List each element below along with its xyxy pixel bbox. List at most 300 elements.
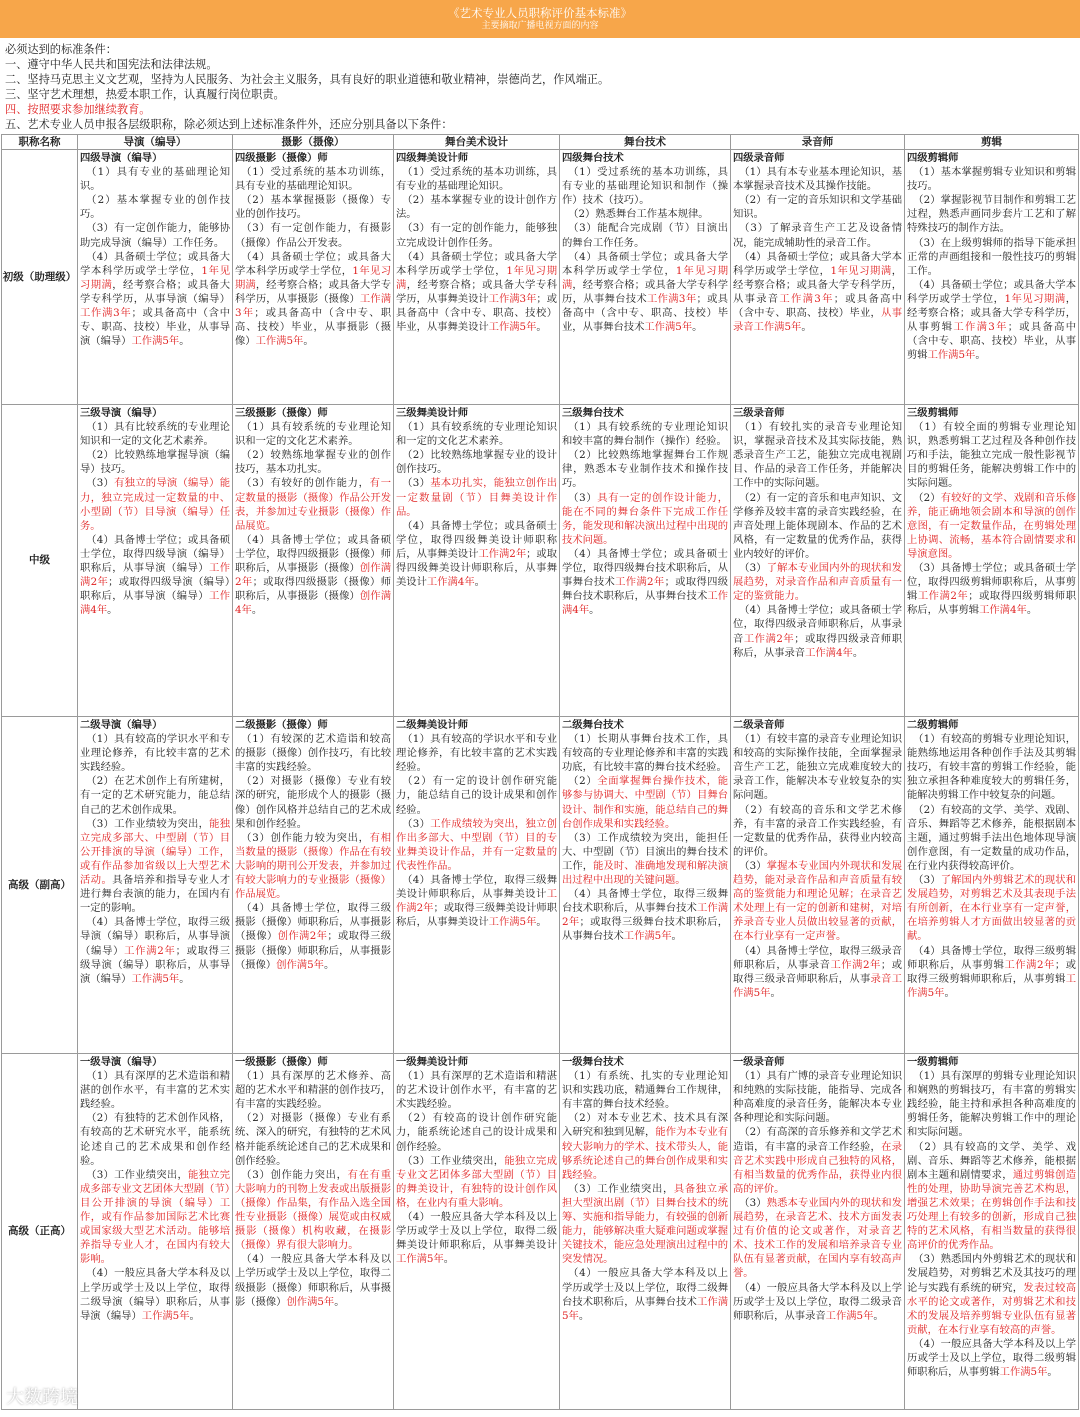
cell-paragraph (733, 859, 902, 944)
highlight-text: 全面掌握舞台操作技术，能够参与协调大、中型剧（节）目舞台设计、制作和实施，能总结自己的舞台创作成果和实践经验。 (562, 775, 729, 830)
highlight-text: 工作成绩较为突出，独立创作出多部大、中型剧（节）目的专业舞美设计作品，并有一定数量的代表性作品。 (396, 817, 557, 872)
cell-text: （4）具备博士学位，取得三级剪辑师职称后，从事剪辑 (907, 944, 1076, 971)
cell-paragraph (562, 1266, 728, 1322)
cell-paragraph (235, 1111, 391, 1167)
highlight-text: 熟悉本专业国内外的现状和发展趋势，在录音艺术、技术方面发表过有价值的论文或著作，对录音艺术、技术工作的发展和培养录音专业队伍有显著贡献，在国内享有较高声誉。 (733, 1196, 902, 1280)
cell-text: 。 (474, 576, 485, 589)
cell-paragraph (80, 915, 230, 985)
cell-paragraph (562, 250, 728, 335)
cell-text: （1）具有深厚的艺术造诣和精湛的艺术设计创作水平，有丰富的艺术实践经验。 (396, 1070, 557, 1111)
cell-text: 。 (179, 972, 190, 985)
cell-text: （1）受过系统的基本功训练，具有专业的基础理论知识。 (396, 166, 557, 193)
table-cell (905, 717, 1079, 1054)
cell-paragraph (733, 603, 902, 659)
cell-paragraph (733, 250, 902, 335)
highlight-text: 工作满2年 (830, 958, 881, 971)
table-cell (78, 405, 233, 717)
cell-paragraph (80, 817, 230, 916)
cell-text: （3）创作能力较为突出， (241, 831, 370, 844)
highlight-text: 工作满3年 (488, 292, 537, 305)
cell-text: （1）具有深厚的剪辑专业理论知识和娴熟的剪辑技巧，有丰富的剪辑实践经验，能主持和承担各种高难度的剪辑任务，能解决剪辑工作中的理论和实际问题。 (907, 1070, 1076, 1139)
highlight-text: 有独立的导演（编导）能力，独立完成过一定数量的中、小型剧（节）目导演（编导）任务。 (80, 477, 230, 532)
cell-text: ；或取得四级舞美设计师职称后，从事舞美设计 (396, 547, 558, 589)
highlight-text: 创作满2年 (277, 930, 328, 943)
cell-title: 一级舞美设计师 (396, 1056, 469, 1068)
cell-title: 四级剪辑师 (907, 152, 959, 164)
cell-text: （2）基本掌握专业的创作技巧。 (80, 194, 230, 221)
cell-paragraph (235, 1252, 391, 1308)
highlight-text: 基本功扎实，能独立创作出一定数量剧（节）目舞美设计作品。 (396, 477, 557, 518)
column-header: 舞台美术设计 (394, 135, 560, 150)
table-cell (905, 405, 1079, 717)
cell-text: ；或取得三级导演（编导）职称后，从事导演（编导） (80, 944, 231, 985)
cell-text: 。 (1026, 604, 1038, 617)
cell-text: （3）创作能力突出， (241, 1168, 348, 1181)
cell-text: （1）具有较系统的专业理论知识和一定的文化艺术素养。 (396, 421, 557, 448)
cell-title: 二级剪辑师 (907, 719, 959, 731)
cell-text: （3） (739, 562, 767, 575)
cell-text: 。 (589, 604, 600, 617)
cell-paragraph (733, 732, 902, 802)
cell-text: （1）具有较系统的专业理论知识和一定的文化艺术素养。 (235, 421, 391, 448)
highlight-text: 工作满3年 (80, 307, 132, 320)
cell-text: ；或具备高中（含中专、职高、技校）毕业，从事导演（编导） (80, 307, 231, 348)
cell-paragraph (733, 491, 902, 561)
column-header: 摄影（摄像） (233, 135, 394, 150)
highlight-text: 工作满5年 (488, 916, 537, 929)
cell-text: （1）长期从事舞台技术工作，具有较高的专业理论修养和丰富的实践功底，有比较丰富的舞台技术经验。 (562, 733, 728, 774)
cell-paragraph (907, 1069, 1076, 1139)
highlight-text: 工作满5年 (927, 349, 976, 362)
cell-paragraph (396, 873, 557, 929)
highlight-text: 创作满4年 (235, 590, 392, 617)
cell-text: （2）比较熟练地掌握专业的设计创作技巧。 (396, 449, 557, 476)
cell-text: （4）具备博士学位，取得三级舞台技术职称后，从事舞台技术 (562, 888, 728, 915)
cell-title: 二级舞台技术 (562, 719, 624, 731)
cell-text: （1）具有较系统的专业理论知识和较丰富的舞台制作（操作）经验。 (562, 421, 728, 448)
cell-paragraph (733, 420, 902, 490)
cell-text: ；或取得四级导演（编导）职称后，从事导演（编导） (80, 576, 230, 603)
cell-paragraph (396, 1154, 557, 1210)
cell-paragraph (733, 803, 902, 859)
cell-paragraph (562, 491, 728, 547)
cell-text: 。 (801, 321, 812, 334)
cell-text: （1）有较扎实的录音专业理论知识，掌握录音技术及其实际技能，熟悉录音生产工艺，能独立完成电视剧目、作品的录音工作任务，并能解决工作中的实际问题。 (733, 421, 902, 490)
cell-text: （3） (86, 477, 115, 490)
cell-text: ；或取得三级录音师职称后，从事 (733, 958, 903, 985)
highlight-text: 有一定数量的摄影（摄像）作品公开发表，并参加过专业摄影（摄像）作品展览。 (235, 477, 391, 532)
cell-title: 二级录音师 (733, 719, 785, 731)
cell-text: （2）熟悉舞台工作基本规律。 (568, 208, 709, 221)
table-cell (560, 1054, 731, 1410)
highlight-text: 工作满2年 (396, 888, 557, 915)
cell-text: ；或取得四级摄影（摄像）师职称后，从事摄影（摄像） (235, 576, 391, 603)
table-cell (233, 405, 394, 717)
cell-paragraph (235, 533, 391, 618)
cell-paragraph (733, 1069, 902, 1125)
cell-text: （4）一般应具备大学本科及以上学历或学士及以上学位，取得二级剪辑师职称后，从事剪辑 (907, 1337, 1076, 1379)
highlight-text: 有较好的文学、戏剧和音乐修养，能正确地领会剧本和导演的创作意图，有一定数量作品，在剪辑处理上协调、流畅，基本符合剧情要求和导演意图。 (907, 491, 1076, 560)
cell-paragraph (733, 944, 902, 1000)
cell-text: ；或具备高中（含中专、职高、技校）毕业，从事摄影（摄像） (235, 307, 391, 348)
cell-text: ；或取得三级摄影（摄像）师职称后，从事摄影（摄像） (235, 930, 391, 971)
table-row (2, 150, 1079, 405)
conditions-intro: 必须达到的标准条件： (5, 43, 117, 56)
table-cell (233, 1054, 394, 1410)
cell-paragraph (907, 491, 1076, 561)
cell-text: （2）较熟练地掌握专业的创作技巧，基本功扎实。 (235, 449, 391, 476)
cell-text: 。 (536, 916, 547, 929)
cell-paragraph (235, 250, 391, 349)
table-cell (78, 150, 233, 405)
cell-paragraph (235, 831, 391, 901)
cell-paragraph (235, 448, 391, 476)
column-header: 职称名称 (2, 135, 78, 150)
highlight-text: 能独立完成多部专业文艺团体大型剧（节）目公开排演的导演（编导）工作，或有作品参加国际艺术比赛或国家级大型艺术活动。能够培养指导专业人才，在国内有较大影响。 (80, 1168, 230, 1266)
cell-text: （2）有较高的音乐和文学艺术修养，有丰富的录音工作实践经验，有一定数量的优秀作品，获得业内较高的评价。 (733, 803, 902, 858)
cell-paragraph (907, 803, 1076, 873)
highlight-text: 工作满4年 (80, 590, 231, 617)
cell-text: （3）工作业绩突出， (402, 1154, 505, 1167)
highlight-text: 工作满2年 (562, 902, 729, 929)
cell-paragraph (80, 774, 230, 816)
highlight-text: 工作满2年 (615, 576, 665, 589)
table-cell (905, 150, 1079, 405)
cell-paragraph (907, 561, 1076, 617)
cell-text: 。 (251, 604, 263, 617)
cell-paragraph (562, 1182, 728, 1267)
table-cell (731, 1054, 905, 1410)
cell-paragraph (396, 193, 557, 221)
highlight-text: 具备独立承担大型演出剧（节）目舞台技术的统筹、实施和指导能力，有较强的创新能力，能够解决重大疑难问题或掌握关键技术，能应急处理演出过程中的突发情况。 (562, 1182, 728, 1266)
cell-paragraph (396, 519, 557, 589)
cell-title: 二级导演（编导） (80, 719, 163, 731)
cell-text: （2）掌握影视节目制作和剪辑工艺过程，熟悉声画同步套片工艺和了解特殊技巧的制作方法。 (907, 194, 1076, 235)
row-label: 高级（正高） (2, 1054, 78, 1410)
cell-text: （3）有一定创作能力，能够协助完成导演（编导）工作任务。 (80, 222, 230, 249)
cell-paragraph (907, 873, 1076, 943)
cell-text: （3）工作成绩较为突出，能担任大、中型剧（节）目演出的舞台技术工作， (562, 831, 728, 872)
cell-paragraph (907, 193, 1076, 235)
cell-paragraph (235, 901, 391, 971)
cell-paragraph (235, 774, 391, 830)
cell-text: （1）基本掌握剪辑专业知识和剪辑技巧。 (907, 166, 1076, 193)
column-header: 剪辑 (905, 135, 1079, 150)
highlight-text: 工作满5年 (623, 930, 672, 943)
cell-paragraph (733, 193, 902, 221)
cell-paragraph (733, 165, 902, 193)
cell-text: （2）对摄影（摄像）专业有较深的研究，能形成个人的摄影（摄像）创作风格并总结自己的艺术成果和创作经验。 (235, 775, 391, 830)
cell-text: （2）有高深的音乐修养和文学艺术造诣，有丰富的录音工作经验， (733, 1126, 902, 1153)
cell-text: （4）具备博士学位；或具备硕士学位，取得四级录音师职称后，从事录音 (733, 604, 902, 645)
cell-text: ；或具备高中（含中专、职高、技校）毕业，从事剪辑 (907, 321, 1077, 362)
highlight-text: 工作满4年 (426, 576, 475, 589)
condition-item: 一、遵守中华人民共和国宪法和法律法规。 (5, 58, 218, 71)
cell-paragraph (396, 1111, 557, 1153)
cell-title: 四级导演（编导） (80, 152, 163, 164)
cell-text: 。 (189, 1309, 200, 1322)
cell-text: （4）具备博士学位；或具备硕士学位，取得四级舞美设计师职称后，从事舞美设计 (396, 519, 557, 560)
cell-title: 四级舞美设计师 (396, 152, 469, 164)
condition-item: 二、坚持马克思主义文艺观，坚持为人民服务、为社会主义服务，具有良好的职业道德和敬业精神，崇德尚艺，作风端正。 (5, 73, 610, 86)
cell-paragraph (396, 817, 557, 873)
highlight-text: 1年见习期满 (80, 264, 230, 291)
highlight-text: 工作满2年 (124, 944, 176, 957)
cell-title: 一级录音师 (733, 1056, 785, 1068)
cell-text: （2） (913, 491, 941, 504)
table-cell (731, 405, 905, 717)
cell-text: （1）具有比较系统的专业理论知识和一定的文化艺术素养。 (80, 421, 230, 448)
cell-text: （1）具有较高的学识水平和专业理论修养，有比较丰富的艺术实践经验。 (396, 733, 557, 774)
cell-text: ；或取得四级剪辑师职称后，从事剪辑 (907, 590, 1077, 617)
condition-item: 五、艺术专业人员申报各层级职称，除必须达到上述标准条件外，还应分别具备以下条件： (5, 118, 453, 131)
cell-text: （4）一般应具备大学本科及以上学历或学士及以上学位，取得二级舞台技术职称后，从事舞台技术 (562, 1267, 728, 1308)
highlight-text: 从事录音工作满5年 (733, 307, 903, 334)
cell-text: （1）具有深厚的艺术修养、高超的艺术水平和精湛的创作技巧，有丰富的实践经验。 (235, 1070, 391, 1111)
cell-paragraph (396, 250, 557, 335)
highlight-text: 有相当数量的摄影（摄像）作品在有较大影响的期刊公开发表，并参加过有较大影响力的专业摄影（摄像）作品展览。 (235, 831, 391, 901)
table-cell (394, 150, 560, 405)
cell-title: 三级导演（编导） (80, 407, 163, 419)
highlight-text: 了解国内外剪辑艺术的现状和发展趋势，对剪辑艺术及其表现手法有所创新，在本行业享有一定声誉，在培养剪辑人才方面做出较显著的贡献。 (907, 874, 1076, 943)
title-banner (0, 0, 1080, 38)
highlight-text: 工作满2年 (917, 590, 969, 603)
cell-title: 一级剪辑师 (907, 1056, 959, 1068)
cell-text: （4）具备博士学位；或具备硕士学位，取得四级舞台技术职称后，从事舞台技术 (562, 547, 728, 589)
cell-paragraph (562, 221, 728, 249)
highlight-text: 工作满3年 (779, 292, 834, 305)
cell-text: （1）有较高的剪辑专业理论知识，能熟练地运用各种创作手法及其剪辑技巧，有较丰富的剪辑工作经验，能独立承担各种难度较大的剪辑任务，能解决剪辑工作中较复杂的问题。 (907, 733, 1076, 802)
cell-paragraph (235, 732, 391, 774)
cell-text: （4）一般应具备大学本科及以上学历或学士及以上学位，取得二级舞美设计师职称后，从事舞美设计 (396, 1211, 557, 1252)
table-cell (394, 405, 560, 717)
watermark-logo: 大数跨境 (6, 1387, 78, 1408)
cell-text: 。 (578, 1309, 590, 1322)
cell-title: 一级舞台技术 (562, 1056, 624, 1068)
cell-text: （2）有较高的设计创作研究能力，能系统论述自己的设计成果和创作经验。 (396, 1112, 557, 1153)
cell-text: （4）一般应具备大学本科及以上学历或学士及以上学位，取得二级录音师职称后，从事录音 (733, 1281, 902, 1322)
cell-text: ，经考察合格；或具备大学专科学历，从事录音 (733, 264, 902, 305)
cell-text: （2）有一定的音乐知识和文学基础知识。 (733, 194, 902, 221)
highlight-text: 工作满2年 (1004, 958, 1055, 971)
cell-text: 。 (852, 646, 864, 659)
cell-paragraph (562, 831, 728, 887)
cell-title: 三级舞美设计师 (396, 407, 469, 419)
cell-paragraph (80, 533, 230, 618)
highlight-text: 了解本专业国内外的现状和发展趋势，对录音作品和声音质量有一定的鉴赏能力。 (733, 562, 902, 603)
highlight-text: 有在有重大影响力的刊物上发表或出版摄影（摄像）作品集，有作品入选全国性专业摄影（摄像）展览或由权威摄影（摄像）机构收藏，在摄影（摄像）界有很大影响力。 (235, 1168, 391, 1252)
highlight-text: 工作满3年 (647, 292, 697, 305)
highlight-text: 工作满5年 (131, 335, 180, 348)
cell-text: （2）有较高的文学、美学、戏剧、音乐、舞蹈等艺术修养，能根据剧本主题，通过剪辑手法出色地体现导演创作意图，有一定数量的成功作品，在行业内获得较高评价。 (907, 803, 1076, 872)
cell-text: （4）具备硕士学位；或具备大学本科学历或学士学位， (80, 250, 230, 277)
cell-text: （2） (568, 775, 598, 788)
table-cell (560, 150, 731, 405)
highlight-text: 工作满3年 (235, 292, 392, 320)
cell-title: 一级摄影（摄像）师 (235, 1056, 328, 1068)
table-cell (394, 1054, 560, 1410)
cell-text: 。 (107, 604, 118, 617)
cell-paragraph (235, 193, 391, 221)
cell-text: ；或取得三级舞美设计师职称后，从事舞美设计 (396, 902, 558, 929)
cell-text: （3）工作业绩突出， (86, 1168, 189, 1181)
cell-title: 一级导演（编导） (80, 1056, 163, 1068)
condition-item: 三、坚守艺术理想，热爱本职工作，认真履行岗位职责。 (5, 88, 285, 101)
cell-title: 二级舞美设计师 (396, 719, 469, 731)
cell-text: （3）有一定创作能力，有摄影（摄像）作品公开发表。 (235, 222, 391, 249)
highlight-text: 掌握本专业国内外现状和发展趋势，能对录音作品和声音质量有较高的鉴赏能力和理论见解；在录音艺术处理上有一定的创新和建树，对培养录音专业人员做出较显著的贡献，在本行业享有一定声誉。 (733, 859, 902, 943)
page-title: 《艺术专业人员职称评价基本标准》 (448, 6, 632, 20)
cell-text: ；或具备高中（含中专、职高、技校）毕业，从事舞美设计 (396, 292, 558, 334)
table-row (2, 405, 1079, 717)
cell-paragraph (562, 887, 728, 943)
cell-text: （4）具备博士学位；或具备硕士学位，取得四级摄影（摄像）师职称后，从事摄影（摄像） (235, 533, 391, 575)
cell-text: ；或取得四级录音师职称后，从事录音 (733, 632, 903, 659)
cell-text: 。 (334, 1295, 345, 1308)
cell-paragraph (396, 732, 557, 774)
cell-text: 。 (179, 335, 190, 348)
cell-text: 具备培养和指导专业人才进行舞台表演的能力，在国内有一定的影响。 (80, 874, 231, 915)
cell-text: （1）受过系统的基本功训练，具有专业的基础理论知识和制作（操作）技术（技巧）。 (562, 166, 728, 207)
highlight-text: 创作满5年 (286, 1295, 335, 1308)
cell-text: （1）具有较高的学识水平和专业理论修养，有比较丰富的艺术实践经验。 (80, 733, 230, 774)
cell-paragraph (733, 1125, 902, 1195)
row-label: 初级（助理级） (2, 150, 78, 405)
cell-text: （3） (402, 477, 431, 490)
cell-text: （4）具备博士学位，取得三级录音师职称后，从事录音 (733, 944, 902, 971)
cell-paragraph (396, 420, 557, 448)
cell-paragraph (396, 448, 557, 476)
table-cell (731, 717, 905, 1054)
cell-text: 。 (873, 1309, 884, 1322)
cell-paragraph (80, 1168, 230, 1267)
cell-paragraph (80, 165, 230, 193)
cell-text: （2）比较熟练地掌握导演（编导）技巧。 (80, 449, 230, 476)
highlight-text: 具有一定的创作设计能力，能在不同的舞台条件下完成工作任务，能发现和解决演出过程中出现的技术问题。 (562, 491, 729, 546)
highlight-text: 工作满5年 (644, 321, 693, 334)
cell-paragraph (235, 1168, 391, 1253)
cell-paragraph (907, 1140, 1076, 1253)
cell-text: （3）具备博士学位；或具备硕士学位，取得四级剪辑师职称后，从事剪辑 (907, 562, 1076, 603)
cell-paragraph (733, 561, 902, 603)
cell-paragraph (907, 236, 1076, 278)
highlight-text: 工作满5年 (488, 321, 537, 334)
condition-item: 四、按照要求参加继续教育。 (5, 103, 151, 116)
cell-paragraph (80, 448, 230, 476)
highlight-text: 工作满5年 (141, 1309, 190, 1322)
highlight-text: 工作满3年 (953, 321, 1008, 334)
cell-text: （4）具备博士学位，取得三级舞美设计师职称后，从事舞美设计 (396, 874, 557, 901)
cell-text: （2）有独特的艺术创作风格，有较高的艺术研究水平，能系统论述自己的艺术成果和创作经验。 (80, 1112, 230, 1167)
cell-title: 四级舞台技术 (562, 152, 624, 164)
table-cell (560, 405, 731, 717)
cell-text: （1）具有深厚的艺术造诣和精湛的创作水平，有丰富的艺术实践经验。 (80, 1070, 230, 1111)
cell-text: （1）有较全面的剪辑专业理论知识，熟悉剪辑工艺过程及各种创作技巧和手法，能独立完成一般性影视节目的剪辑任务，能解决剪辑工作中的实际问题。 (907, 421, 1076, 490)
table-cell (905, 1054, 1079, 1410)
cell-title: 二级摄影（摄像）师 (235, 719, 328, 731)
table-cell (233, 150, 394, 405)
cell-text: 。 (323, 958, 335, 971)
cell-text: ；或取得三级舞台技术职称后，从事舞台技术 (562, 916, 728, 943)
cell-text: （1）受过系统的基本功训练，具有专业的基础理论知识。 (235, 166, 391, 193)
cell-text: （4）一般应具备大学本科及以上学历或学士及以上学位，取得二级摄影（摄像）师职称后，从事摄影（摄像） (235, 1253, 391, 1308)
highlight-text: 工作满4年 (805, 646, 853, 659)
cell-text: （2）基本掌握摄影（摄像）专业的创作技巧。 (235, 194, 391, 221)
cell-text: （2）基本掌握专业的设计创作方法。 (396, 194, 557, 221)
cell-paragraph (396, 476, 557, 518)
cell-paragraph (562, 420, 728, 448)
highlight-text: 工作满5年 (562, 1295, 729, 1322)
row-label: 中级 (2, 405, 78, 717)
highlight-text: 工作满2年 (478, 547, 527, 560)
cell-text: （2）对摄影（摄像）专业有系统、深入的研究，有独特的艺术风格并能系统论述自己的艺术成果和创作经验。 (235, 1112, 391, 1167)
column-header: 导演（编导） (78, 135, 233, 150)
cell-paragraph (80, 420, 230, 448)
highlight-text: 工作满4年 (562, 590, 729, 617)
cell-paragraph (907, 944, 1076, 1000)
highlight-text: 工作满2年 (743, 632, 795, 645)
cell-text: ，经考察合格；或具备大学专科学历，从事摄影（摄像） (235, 278, 392, 305)
cell-text: （4）一般应具备大学本科及以上学历或学士及以上学位，取得二级导演（编导）职称后，从事导演（编导） (80, 1267, 230, 1322)
cell-paragraph (562, 165, 728, 207)
cell-text: （4）具备硕士学位；或具备大学本科学历或学士学位， (733, 250, 902, 277)
highlight-text: 工作满5年 (396, 1253, 444, 1266)
cell-title: 三级舞台技术 (562, 407, 624, 419)
row-label: 高级（副高） (2, 717, 78, 1054)
cell-title: 三级录音师 (733, 407, 785, 419)
cell-text: （4）具备博士学位；或具备硕士学位，取得四级导演（编导）职称后，从事导演（编导） (80, 533, 230, 575)
cell-text: （2）具有较高的文学、美学、戏剧、音乐、舞蹈等艺术修养，能根据剧本主题和剧情要求， (907, 1140, 1076, 1181)
cell-paragraph (562, 774, 728, 830)
highlight-text: 创作满5年 (276, 958, 324, 971)
highlight-text: 创作满2年 (235, 562, 392, 589)
cell-text: （2）比较熟练地掌握舞台工作规律，熟悉本专业制作技术和操作技巧。 (562, 449, 728, 490)
page-subtitle: 主要摘取广播电视方面的内容 (481, 21, 599, 31)
highlight-text: 工作满5年 (255, 335, 304, 348)
cell-paragraph (396, 221, 557, 249)
cell-paragraph (235, 165, 391, 193)
cell-title: 三级摄影（摄像）师 (235, 407, 328, 419)
cell-paragraph (396, 774, 557, 816)
required-conditions (5, 42, 1075, 132)
highlight-text: 在录音艺术实践中形成自己独特的风格，有相当数量的优秀作品，获得业内很高的评价。 (733, 1140, 903, 1195)
table-cell (78, 717, 233, 1054)
highlight-text: 工作满4年 (979, 604, 1027, 617)
highlight-text: 发表过较高水平的论文或著作，对剪辑艺术和技术的发展及培养剪辑专业队伍有显著贡献，在本行业享有较高的声誉。 (907, 1281, 1077, 1336)
cell-text: （1）有较丰富的录音专业理论知识和较高的实际操作技能，全面掌握录音生产工艺，能独立完成难度较大的录音工作，能解决本专业较复杂的实际问题。 (733, 733, 902, 802)
highlight-text: 录音工作满5年 (733, 972, 903, 999)
highlight-text: 工作满5年 (907, 972, 1076, 999)
cell-paragraph (80, 221, 230, 249)
cell-text: （3） (402, 817, 431, 830)
cell-text: （2）有一定的音乐和电声知识、文学修养及较丰富的录音实践经验，在声音处理上能体现剧本、作品的艺术风格，有一定数量的优秀作品，获得业内较好的评价。 (733, 491, 902, 560)
highlight-text: 1年见习期满 (562, 264, 728, 291)
table-row (2, 1054, 1079, 1410)
table-cell (731, 150, 905, 405)
cell-text: （1）有较深的艺术造诣和较高的摄影（摄像）创作技巧，有比较丰富的实践经验。 (235, 733, 391, 774)
highlight-text: 工作满5年 (131, 972, 180, 985)
cell-paragraph (907, 165, 1076, 193)
cell-paragraph (562, 732, 728, 774)
table-cell (394, 717, 560, 1054)
cell-paragraph (907, 732, 1076, 802)
cell-paragraph (80, 732, 230, 774)
cell-paragraph (235, 420, 391, 448)
cell-text: （2）有一定的设计创作研究能力，能总结自己的设计成果和创作经验。 (396, 775, 557, 816)
cell-text: （2）在艺术创作上有所建树，有一定的艺术研究能力，能总结自己的艺术创作成果。 (80, 775, 230, 816)
cell-text: （4）具备硕士学位；或具备大学本科学历或学士学位， (235, 250, 391, 277)
cell-text: 。 (944, 986, 955, 999)
